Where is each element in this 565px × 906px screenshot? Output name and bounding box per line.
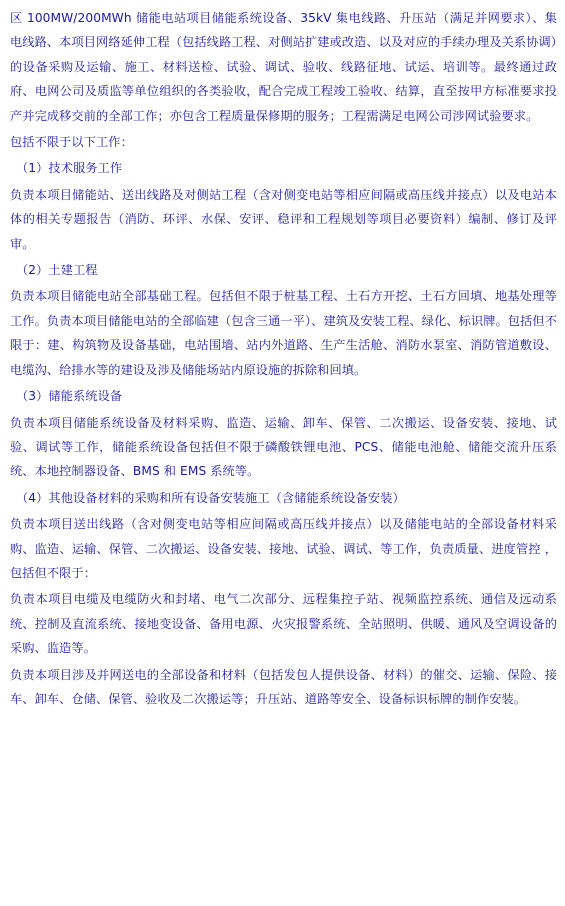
paragraph-civil-works: 负责本项目储能电站全部基础工程。包括但不限于桩基工程、土石方开挖、土石方回填、地基处理等工作。负责本项目储能电站的全部临建（包含三通一平）、建筑及安装工程、绿化、标识牌。包括但不限于：建、构筑物及设备基础，电站围墙、站内外道路、生产生活舱、消防水泵室、消防管道敷设、电缆沟、给排水等的建设及涉及储能场站内原设施的拆除和回填。	[10, 289, 557, 377]
heading-technical-service: （1）技术服务工作	[16, 161, 123, 176]
heading-other-equipment: （4）其他设备材料的采购和所有设备安装施工（含储能系统设备安装）	[16, 490, 405, 505]
heading-storage-equipment: （3）储能系统设备	[16, 389, 123, 404]
paragraph-technical-service: 负责本项目储能站、送出线路及对侧站工程（含对侧变电站等相应间隔或高压线并接点）以及电站本体的相关专题报告（消防、环评、水保、安评、稳评和工程规划等项目必要资料）编制、修订及评审。	[10, 187, 557, 251]
paragraph-grid-connection: 负责本项目涉及并网送电的全部设备和材料（包括发包人提供设备、材料）的催交、运输、保险、接车、卸车、仓储、保管、验收及二次搬运等；升压站、道路等安全、设备标识标牌的制作安装。	[10, 667, 557, 706]
heading-civil-works: （2）土建工程	[16, 263, 98, 278]
paragraph-other-equipment: 负责本项目送出线路（含对侧变电站等相应间隔或高压线并接点）以及储能电站的全部设备材料采购、监造、运输、保管、二次搬运、设备安装、接地、试验、调试、等工作，负责质量、进度管控 ，包括但不限于：	[10, 517, 557, 580]
paragraph-storage-equipment: 负责本项目储能系统设备及材料采购、监造、运输、卸车、保管、二次搬运、设备安装、接地、试验、调试等工作，储能系统设备包括但不限于磷酸铁锂电池、PCS、储能电池舱、储能交流升压系统、本地控制器设备、BMS 和 EMS 系统等。	[10, 415, 557, 479]
paragraph-scope: 区 100MW/200MWh 储能电站项目储能系统设备、35kV 集电线路、升压站（满足并网要求）、集电线路、本项目网络延伸工程（包括线路工程、对侧站扩建或改造、以及对应的手续办理及关系协调）的设备采购及运输、施工、材料送检、试验、调试、验收、线路征地、试运、培训等。最终通过政府、电网公司及质监等单位组织的各类验收，配合完成工程竣工验收、结算，直至按甲方标准要求投产并完成移交前的全部工作；亦包含工程质量保修期的服务；工程需满足电网公司涉网试验要求。	[10, 11, 557, 123]
paragraph-intro: 包括不限于以下工作：	[10, 135, 133, 150]
paragraph-cables-systems: 负责本项目电缆及电缆防火和封堵、电气二次部分、远程集控子站、视频监控系统、通信及远动系统、控制及直流系统、接地变设备、备用电源、火灾报警系统、全站照明、供暖、通风及空调设备的采购、监造等。	[10, 592, 557, 656]
